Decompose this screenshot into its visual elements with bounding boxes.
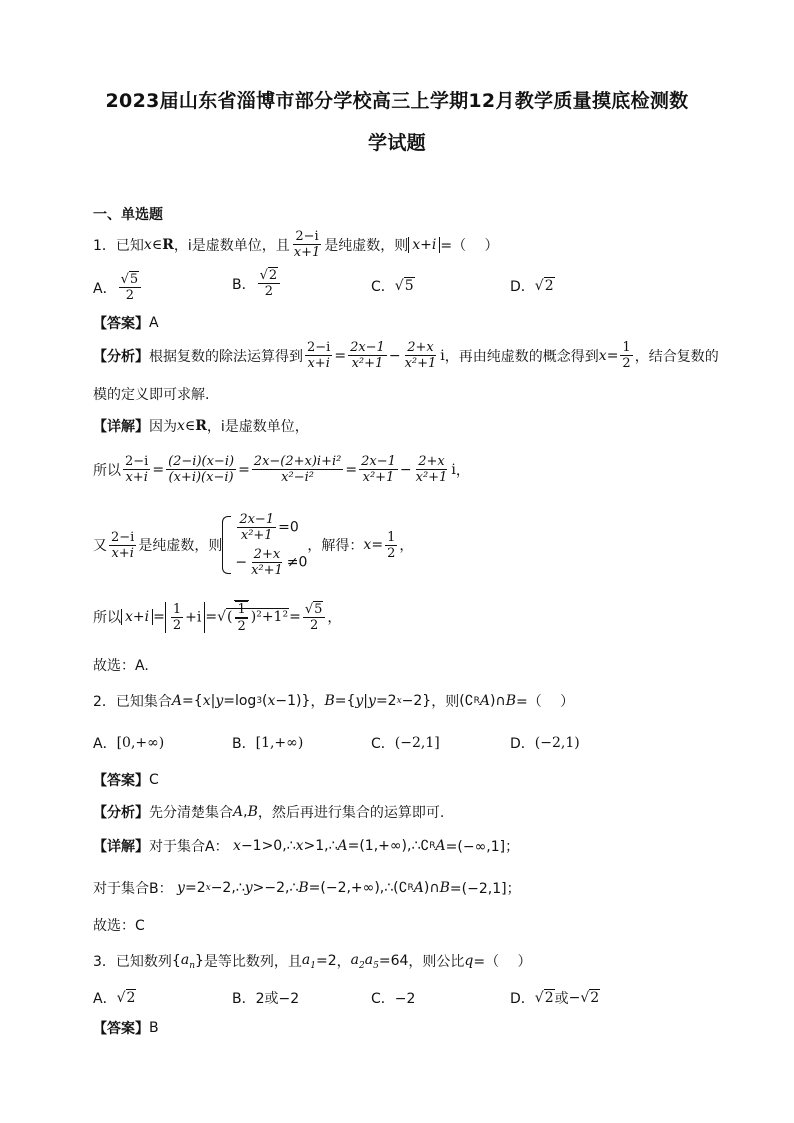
q1-detail-step1: 所以 $\frac{2-i}{x+i}$ = $\frac{(2-i)(x-i)}{(x+i)(x-i)}$ = $\frac{\text{2x−(2+x)i+i²}}{\text{x²−i²}}$ = $\frac{2x-1}{\text{x²+1}}$ − $\frac{2+x}{\text{x²+1}}$ i ， — [93, 454, 470, 485]
q1-choose: 故选：A. — [93, 658, 149, 674]
q3-option-b: B．2或−2 — [232, 991, 300, 1007]
system-brace: $\frac{2x-1}{\text{x²+1}}$ =0 − $\frac{2+x}{\text{x²+1}}$ ≠0 — [222, 512, 307, 578]
q2-answer: 【答案】 C — [93, 772, 159, 789]
q1-detail-step3: 所以 x+i = $\frac{1}{2}$ +i = √( $\frac{1}{2}$ )²+1² = $\frac{√5}{2}$ ， — [93, 601, 342, 634]
q3-stem: 3．已知数列 { $a_n$ } 是等比数列，且 $a_1$ =2 ， $a_2a_5$ =64 ，则公比 q =（ ） — [93, 951, 532, 971]
title-line-1: 2023届山东省淄博市部分学校高三上学期12月教学质量摸底检测数 — [105, 90, 689, 112]
q2-detail: 【详解】 对于集合A： x −1>0,∴ x >1,∴ A =(1,+∞),∴∁ R A =(−∞,1]； — [93, 838, 520, 855]
q2-option-c: C． (−2,1] — [371, 735, 440, 752]
section-heading: 一、单选题 — [93, 207, 163, 223]
q1-detail: 【详解】 因为 x ∈ R ，i是虚数单位， — [93, 418, 309, 435]
title-line-2: 学试题 — [368, 132, 426, 154]
q1-option-d: D． √2 — [510, 278, 554, 295]
q1-stem: 1．已知 x ∈ R ，i是虚数单位，且 $\frac{2-i}{x+1}$ 是纯虚数，则 x+i =（ ） — [93, 229, 499, 260]
q2-choose: 故选：C — [93, 918, 145, 934]
q3-answer: 【答案】 B — [93, 1020, 159, 1037]
q1-detail-step2: 又 $\frac{2-i}{x+i}$ 是纯虚数，则 $\frac{2x-1}{\text{x²+1}}$ =0 − $\frac{2+x}{\text{x²+1}}$ ≠0 ，解得： x = $\frac{1}{2}$ ， — [93, 512, 414, 578]
q1-answer: 【答案】 A — [93, 315, 159, 332]
q2-option-b: B． [1,+∞) — [232, 735, 304, 752]
q1-option-b: B． $\frac{√2}{2}$ — [232, 268, 282, 299]
q3-option-d: D． √2 或 − √2 — [510, 990, 600, 1007]
q1-analysis: 【分析】 根据复数的除法运算得到 $\frac{2-i}{x+i}$ = $\frac{2x-1}{\text{x²+1}}$ − $\frac{2+x}{\text{x²+1}}$ i ，再由纯虚数的概念得到 x = $\frac{1}{2}$ ，结合复数的 — [93, 340, 719, 371]
q3-option-a: A． √2 — [93, 990, 136, 1007]
q2-stem: 2．已知集合 A ={ x | y =log 3 ( x −1)} ， B ={ y | y =2 x −2} ，则 (∁ R A )∩ B =（ ） — [93, 693, 575, 710]
q1-option-c: C． √5 — [371, 278, 414, 295]
q1-option-a: A． $\frac{√5}{2}$ — [93, 272, 143, 303]
q2-analysis: 【分析】 先分清楚集合 A , B ，然后再进行集合的运算即可. — [93, 804, 445, 821]
q2-option-a: A． [0,+∞) — [93, 735, 165, 752]
q2-detail-b: 对于集合B： y =2 x −2,∴ y >−2,∴ B =(−2,+∞),∴(∁ R A )∩ B =(−2,1]； — [93, 880, 521, 897]
q2-option-d: D． (−2,1) — [510, 735, 580, 752]
q3-option-c: C．−2 — [371, 991, 416, 1007]
q1-analysis-line2: 模的定义即可求解. — [93, 387, 210, 403]
